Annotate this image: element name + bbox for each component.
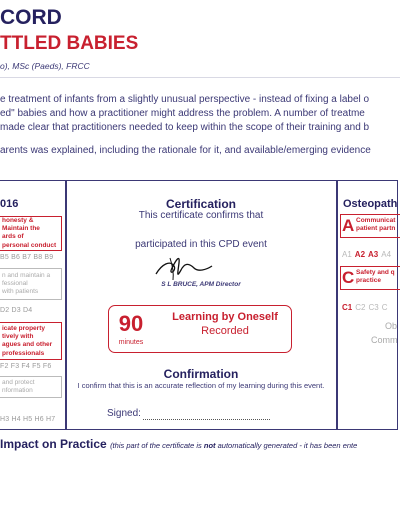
theme-c-codes [342,303,390,312]
standard-f-codes: F2 F3 F4 F5 F6 [0,363,52,370]
cpd-minutes-label: minutes [118,339,144,346]
theme-c-box [340,266,400,290]
certificate-confirms-text: This certificate confirms that [138,210,264,221]
cpd-event-type: Recorded [201,325,249,337]
cpd-minutes-value: 90 [118,311,144,336]
impact-note-text: automatically generated - it has been ente [215,441,358,450]
standard-h-box [0,376,62,398]
standard-d-line: fessional [2,280,28,288]
participated-text: participated in this CPD event [135,239,267,250]
header-divider [0,77,400,78]
theme-a-letter: A [342,216,355,235]
comments-label: Comm [371,335,398,345]
right-column-divider [336,180,338,430]
theme-a-code: A4 [381,250,392,259]
standard-d-box [0,268,62,300]
theme-a-code: A1 [342,250,352,259]
confirmation-heading: Confirmation [163,367,239,381]
osteopathic-standards-title: Osteopath [343,198,398,210]
observations-label: Ob [385,321,398,331]
standard-f-text [0,323,61,358]
theme-c-code: C [381,303,388,312]
theme-c-line: practice [356,277,381,285]
standard-b-box [0,216,62,251]
theme-c-code: C2 [355,303,366,312]
impact-note [110,441,357,450]
standard-b-line: Maintain the [2,225,40,233]
standard-b-line: honesty & [2,217,34,224]
standard-b-codes: B5 B6 B7 B8 B9 [0,254,54,261]
confirmation-text: I confirm that this is an accurate reflection of my learning during this event. [77,381,325,390]
standards-title: 016 [0,198,19,210]
standard-b-line: personal conduct [2,241,57,249]
theme-a-line: patient partn [356,225,396,233]
standard-d-line: n and maintain a [2,272,51,279]
author-credentials: o), MSc (Paeds), FRCC [0,61,90,71]
theme-c-code: C3 [368,303,379,312]
standard-b-line: ards of [2,233,24,241]
impact-note-emphasis: not [203,441,216,450]
description-line-4: arents was explained, including the rationale for it, and available/emerging evidence [0,145,371,156]
impact-on-practice-heading [0,437,357,451]
cpd-event-title: Learning by Oneself [172,311,278,323]
signed-label: Signed: [107,408,141,419]
standard-h-text [0,377,61,395]
standard-d-text [0,269,61,297]
director-signature [150,252,220,282]
theme-c-line: Safety and q [356,269,395,276]
record-title: CORD [0,6,62,29]
signature-line[interactable] [143,419,270,420]
theme-a-code: A3 [368,250,379,259]
theme-a-text [356,217,395,233]
standard-f-line: agues and other [2,341,53,349]
theme-a-line: Communicat [356,217,396,224]
description-line-2: ed" babies and how a practitioner might address the problem. A number of treatme [0,108,365,119]
theme-a-box [340,214,400,238]
theme-c-letter: C [342,268,355,287]
standard-f-box [0,322,62,360]
impact-note-text: (this part of the certificate is [110,441,204,450]
description-line-1: e treatment of infants from a slightly unusual perspective - instead of fixing a label o [0,94,370,105]
theme-a-code: A2 [354,250,366,259]
impact-heading-text: Impact on Practice [0,437,107,451]
standard-f-line: icate property [2,325,45,332]
standard-h-line: nformation [2,387,33,395]
theme-c-code: C1 [342,303,353,312]
course-title: TTLED BABIES [0,33,139,54]
theme-c-text [356,269,395,285]
standard-b-text [0,217,61,250]
director-name: S L BRUCE, APM Director [161,281,241,288]
description-line-3: made clear that practitioners needed to keep within the scope of their training and b [0,122,370,133]
theme-a-codes [342,250,394,259]
standard-h-line: and protect [2,379,35,386]
standard-d-codes: D2 D3 D4 [0,307,33,314]
standard-h-codes: H3 H4 H5 H6 H7 [0,416,56,423]
standard-f-line: professionals [2,349,45,357]
standard-f-line: tively with [2,333,34,341]
certification-heading: Certification [165,197,236,211]
standard-d-line: with patients [2,288,39,296]
